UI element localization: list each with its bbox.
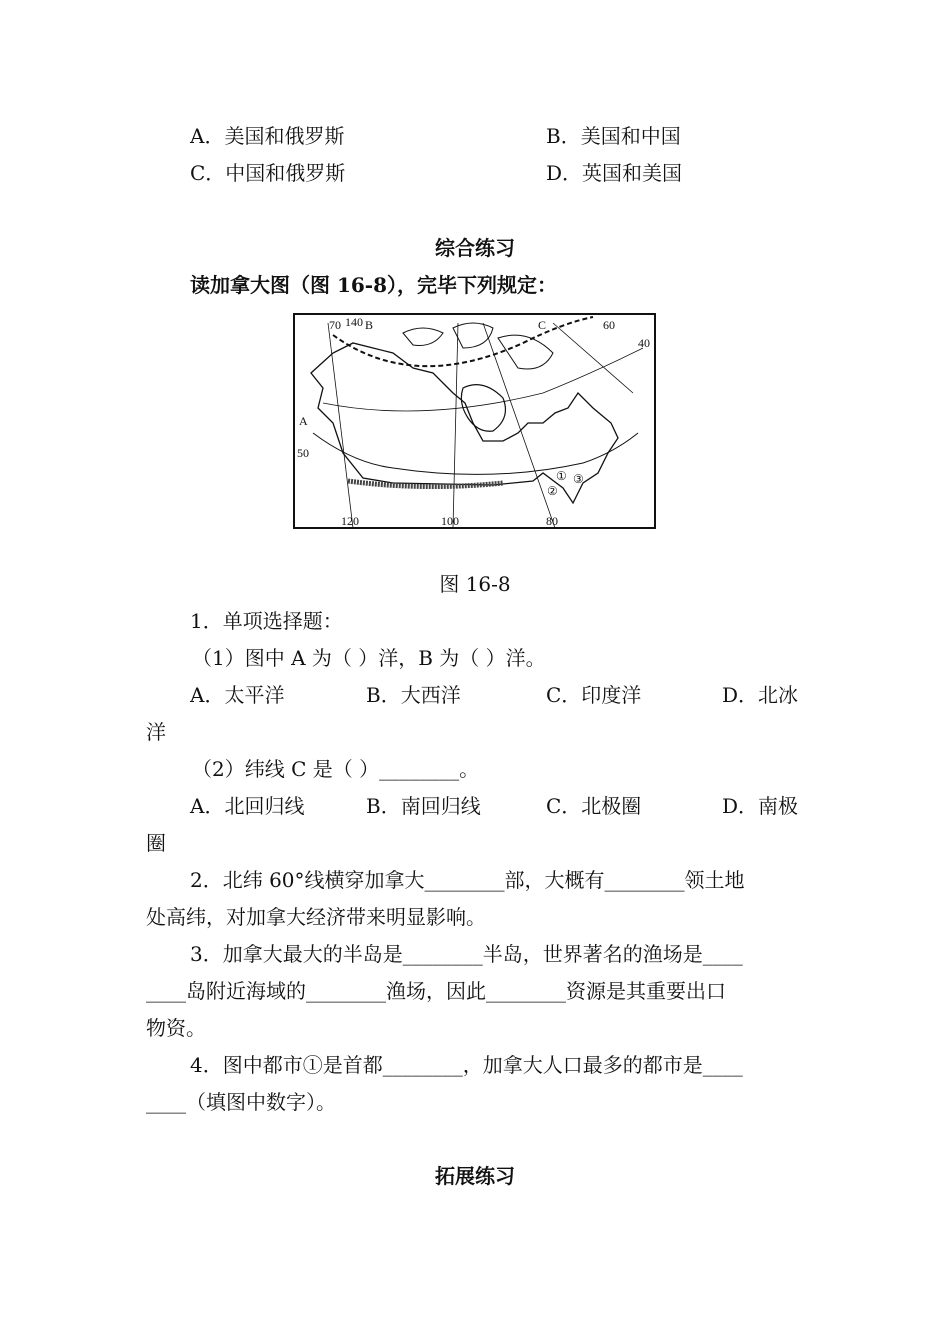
figure-caption: 图 16-8: [439, 572, 511, 596]
map-label-a: A: [299, 414, 308, 428]
instruction: 读加拿大图（图 16-8），完毕下列规定：: [190, 273, 558, 297]
option-a: A．美国和俄罗斯: [190, 124, 345, 148]
q4-line1: 4．图中都市①是首都________，加拿大人口最多的都市是____: [190, 1053, 743, 1077]
map-label-city-2: ②: [547, 484, 558, 498]
q1-sub2-option-b: B．南回归线: [366, 794, 481, 818]
section-title: 综合练习: [435, 236, 515, 260]
map-label-lon-140: 140: [345, 315, 363, 329]
q1-sub2-option-d: D．南极: [722, 794, 799, 818]
map-label-lat-60: 60: [603, 318, 615, 332]
next-section-title: 拓展练习: [435, 1164, 515, 1188]
map-label-city-3: ③: [573, 472, 584, 486]
q1-sub2-option-a: A．北回归线: [190, 794, 305, 818]
q1-title: 1．单项选择题：: [190, 609, 343, 633]
map-label-c: C: [538, 318, 547, 332]
canada-map-figure: [293, 313, 656, 529]
option-b: B．美国和中国: [546, 124, 681, 148]
q1-sub1-option-b: B．大西洋: [366, 683, 461, 707]
q1-sub1-option-a: A．太平洋: [190, 683, 285, 707]
option-d: D．英国和美国: [546, 161, 683, 185]
map-label-lon-120: 120: [341, 514, 359, 528]
q2-line2: 处高纬，对加拿大经济带来明显影响。: [146, 905, 486, 929]
q1-sub1-option-d: D．北冰: [722, 683, 799, 707]
map-label-lat-50: 50: [297, 446, 309, 460]
q4-line2: ____（填图中数字）。: [146, 1090, 336, 1114]
q1-sub2-wrap: 圈: [146, 831, 166, 855]
map-label-lat-70: 70: [329, 318, 341, 332]
map-label-city-1: ①: [556, 469, 567, 483]
q1-sub1-wrap: 洋: [146, 720, 166, 744]
q1-sub2-option-c: C．北极圈: [546, 794, 642, 818]
option-c: C．中国和俄罗斯: [190, 161, 346, 185]
q3-line2: ____岛附近海域的________渔场，因此________资源是其重要出口: [146, 979, 726, 1003]
q1-sub1-option-c: C．印度洋: [546, 683, 642, 707]
q3-line3: 物资。: [146, 1016, 206, 1040]
map-label-lat-40: 40: [638, 336, 650, 350]
q2-line1: 2．北纬 60°线横穿加拿大________部，大概有________领土地: [190, 868, 745, 892]
map-label-b: B: [365, 318, 374, 332]
q1-sub1: （1）图中 A 为（ ）洋，B 为（ ）洋。: [192, 646, 546, 670]
q3-line1: 3．加拿大最大的半岛是________半岛，世界著名的渔场是____: [190, 942, 743, 966]
map-label-lon-100: 100: [441, 514, 459, 528]
q1-sub2: （2）纬线 C 是（ ）________。: [192, 757, 480, 781]
map-label-lon-80: 80: [546, 514, 558, 528]
